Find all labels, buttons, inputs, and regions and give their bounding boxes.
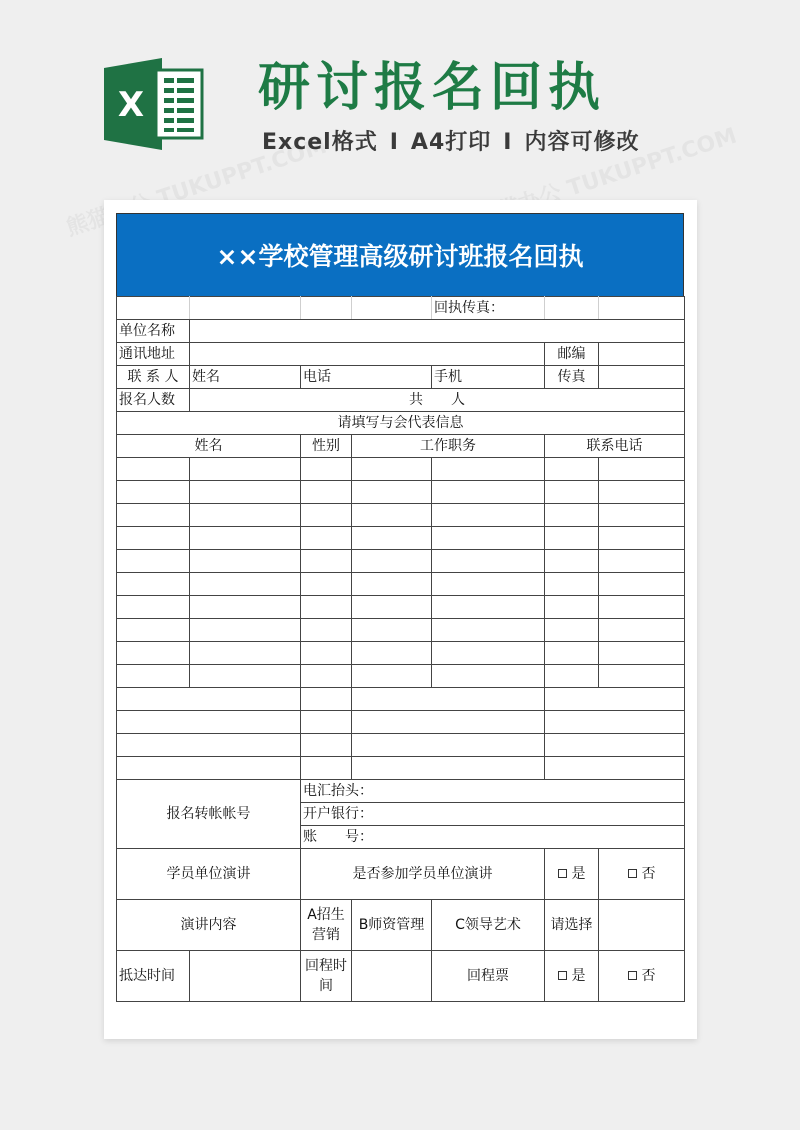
rep-cell[interactable] (117, 688, 301, 711)
rep-cell[interactable] (301, 573, 352, 596)
rep-rows-merged (117, 688, 685, 780)
rep-header-row (117, 435, 685, 458)
rep-cell[interactable] (432, 642, 545, 665)
rep-cell[interactable] (352, 458, 432, 481)
rep-cell[interactable] (190, 550, 301, 573)
contact-row (117, 366, 685, 389)
rep-info-heading-row (117, 412, 685, 435)
rep-cell[interactable] (301, 550, 352, 573)
rep-cell[interactable] (190, 458, 301, 481)
topic-option-c[interactable]: C领导艺术 (432, 900, 545, 951)
contact-label: 联 系 人 (117, 366, 190, 389)
rep-row (117, 688, 685, 711)
rep-cell[interactable] (301, 734, 352, 757)
rep-row (117, 573, 685, 596)
bank-label: 报名转帐帐号 (117, 780, 301, 849)
topic-label: 演讲内容 (117, 900, 301, 951)
rep-cell[interactable] (190, 573, 301, 596)
rep-cell[interactable] (301, 619, 352, 642)
rep-cell[interactable] (190, 481, 301, 504)
spreadsheet (116, 213, 684, 1026)
rep-cell[interactable] (352, 642, 432, 665)
attendees-row (117, 389, 685, 412)
rep-cell[interactable] (599, 458, 685, 481)
rep-row (117, 481, 685, 504)
rep-rows-split (117, 458, 685, 688)
rep-info-heading: 请填写与会代表信息 (117, 412, 685, 435)
rep-cell[interactable] (545, 573, 599, 596)
rep-row (117, 711, 685, 734)
rep-cell[interactable] (545, 619, 599, 642)
rep-cell[interactable] (352, 527, 432, 550)
rep-cell[interactable] (432, 596, 545, 619)
rep-cell[interactable] (352, 573, 432, 596)
rep-cell[interactable] (190, 504, 301, 527)
topic-select-input[interactable] (599, 900, 685, 951)
cell[interactable] (352, 297, 432, 320)
column-header-gender: 性别 (301, 435, 352, 458)
rep-cell[interactable] (117, 481, 190, 504)
rep-cell[interactable] (545, 734, 685, 757)
rep-cell[interactable] (352, 734, 545, 757)
promo-header (0, 0, 800, 190)
rep-row (117, 596, 685, 619)
return-ticket-label: 回程票 (432, 951, 545, 1002)
rep-cell[interactable] (545, 527, 599, 550)
rep-cell[interactable] (117, 642, 190, 665)
rep-cell[interactable] (545, 757, 685, 780)
subtitle-format: Excel格式 (262, 130, 378, 155)
rep-row (117, 527, 685, 550)
bank-payee-field[interactable]: 电汇抬头： (301, 780, 685, 803)
rep-cell[interactable] (545, 481, 599, 504)
rep-cell[interactable] (117, 504, 190, 527)
rep-cell[interactable] (352, 504, 432, 527)
rep-cell[interactable] (352, 688, 545, 711)
checkbox-icon[interactable] (558, 869, 567, 878)
speech-row (117, 849, 685, 900)
rep-cell[interactable] (432, 665, 545, 688)
rep-cell[interactable] (117, 757, 301, 780)
excel-logo-icon (104, 58, 204, 150)
rep-cell[interactable] (301, 711, 352, 734)
sheet-title: ××学校管理高级研讨班报名回执 (116, 213, 684, 297)
rep-cell[interactable] (599, 596, 685, 619)
subtitle-editable: 内容可修改 (524, 130, 640, 155)
topic-option-a[interactable]: A招生营销 (301, 900, 352, 951)
rep-cell[interactable] (190, 665, 301, 688)
rep-row (117, 550, 685, 573)
page-title: 研讨报名回执 (258, 58, 607, 118)
rep-cell[interactable] (545, 458, 599, 481)
cell[interactable] (190, 297, 301, 320)
fax-value[interactable] (545, 297, 599, 320)
rep-cell[interactable] (117, 550, 190, 573)
unit-name-input[interactable] (190, 320, 685, 343)
rep-cell[interactable] (117, 596, 190, 619)
postcode-label: 邮编 (545, 343, 599, 366)
rep-cell[interactable] (190, 642, 301, 665)
cell[interactable] (301, 297, 352, 320)
subtitle-print: A4打印 (410, 130, 492, 155)
topic-row (117, 900, 685, 951)
bank-name-field[interactable]: 开户银行： (301, 803, 685, 826)
rep-cell[interactable] (599, 550, 685, 573)
speech-no-option[interactable]: 否 (599, 849, 685, 900)
rep-cell[interactable] (599, 527, 685, 550)
travel-row (117, 951, 685, 1002)
rep-row (117, 642, 685, 665)
rep-cell[interactable] (545, 688, 685, 711)
rep-cell[interactable] (599, 481, 685, 504)
rep-row (117, 458, 685, 481)
cell[interactable] (599, 297, 685, 320)
rep-row (117, 757, 685, 780)
rep-cell[interactable] (117, 458, 190, 481)
attendees-label: 报名人数 (117, 389, 190, 412)
arrival-label: 抵达时间 (117, 951, 190, 1002)
column-header-position: 工作职务 (352, 435, 545, 458)
rep-cell[interactable] (432, 573, 545, 596)
speech-yes-option[interactable]: 是 (545, 849, 599, 900)
rep-cell[interactable] (352, 711, 545, 734)
rep-cell[interactable] (432, 550, 545, 573)
rep-cell[interactable] (545, 665, 599, 688)
fax-label: 回执传真： (432, 297, 545, 320)
checkbox-icon[interactable] (628, 869, 637, 878)
return-ticket-yes-option[interactable]: 是 (545, 951, 599, 1002)
rep-cell[interactable] (190, 596, 301, 619)
bank-account-field[interactable]: 账 号： (301, 826, 685, 849)
rep-row (117, 619, 685, 642)
rep-cell[interactable] (117, 734, 301, 757)
postcode-input[interactable] (599, 343, 685, 366)
rep-cell[interactable] (599, 665, 685, 688)
unit-name-row (117, 320, 685, 343)
checkbox-icon[interactable] (628, 971, 637, 980)
rep-cell[interactable] (432, 527, 545, 550)
contact-mobile-field[interactable]: 手机 (432, 366, 545, 389)
rep-cell[interactable] (301, 504, 352, 527)
svg-text:X: X (117, 85, 145, 125)
rep-cell[interactable] (117, 573, 190, 596)
registration-table (116, 296, 685, 1002)
column-header-name: 姓名 (117, 435, 301, 458)
rep-row (117, 665, 685, 688)
rep-cell[interactable] (352, 550, 432, 573)
rep-cell[interactable] (352, 619, 432, 642)
rep-cell[interactable] (190, 527, 301, 550)
rep-row (117, 504, 685, 527)
rep-cell[interactable] (545, 596, 599, 619)
rep-cell[interactable] (352, 596, 432, 619)
rep-cell[interactable] (599, 573, 685, 596)
rep-cell[interactable] (545, 550, 599, 573)
rep-cell[interactable] (545, 504, 599, 527)
rep-cell[interactable] (352, 757, 545, 780)
rep-cell[interactable] (545, 642, 599, 665)
rep-cell[interactable] (301, 642, 352, 665)
rep-cell[interactable] (432, 481, 545, 504)
speech-label: 学员单位演讲 (117, 849, 301, 900)
rep-cell[interactable] (301, 596, 352, 619)
rep-cell[interactable] (599, 504, 685, 527)
rep-cell[interactable] (301, 757, 352, 780)
rep-cell[interactable] (432, 504, 545, 527)
rep-cell[interactable] (301, 527, 352, 550)
rep-cell[interactable] (117, 665, 190, 688)
rep-cell[interactable] (301, 665, 352, 688)
return-ticket-no-option[interactable]: 否 (599, 951, 685, 1002)
speech-question: 是否参加学员单位演讲 (301, 849, 545, 900)
rep-cell[interactable] (117, 527, 190, 550)
rep-cell[interactable] (301, 688, 352, 711)
return-time-label: 回程时间 (301, 951, 352, 1002)
rep-cell[interactable] (352, 481, 432, 504)
rep-cell[interactable] (545, 711, 685, 734)
rep-cell[interactable] (352, 665, 432, 688)
checkbox-icon[interactable] (558, 971, 567, 980)
topic-option-b[interactable]: B师资管理 (352, 900, 432, 951)
rep-cell[interactable] (117, 619, 190, 642)
rep-cell[interactable] (301, 481, 352, 504)
contact-phone-field[interactable]: 电话 (301, 366, 432, 389)
page-subtitle: Excel格式 I A4打印 I 内容可修改 (262, 130, 640, 155)
contact-fax-label: 传真 (545, 366, 599, 389)
rep-cell[interactable] (190, 619, 301, 642)
bank-row (117, 780, 685, 803)
address-label: 通讯地址 (117, 343, 190, 366)
arrival-input[interactable] (190, 951, 301, 1002)
address-input[interactable] (190, 343, 545, 366)
rep-cell[interactable] (117, 711, 301, 734)
attendees-count[interactable]: 共 人 (190, 389, 685, 412)
rep-cell[interactable] (599, 619, 685, 642)
rep-cell[interactable] (599, 642, 685, 665)
rep-cell[interactable] (301, 458, 352, 481)
cell[interactable] (117, 297, 190, 320)
column-header-phone: 联系电话 (545, 435, 685, 458)
rep-row (117, 734, 685, 757)
return-time-input[interactable] (352, 951, 432, 1002)
rep-cell[interactable] (432, 458, 545, 481)
address-row (117, 343, 685, 366)
contact-fax-input[interactable] (599, 366, 685, 389)
fax-row (117, 297, 685, 320)
rep-cell[interactable] (432, 619, 545, 642)
sheet-card (104, 200, 697, 1039)
contact-name-field[interactable]: 姓名 (190, 366, 301, 389)
topic-select-label: 请选择 (545, 900, 599, 951)
unit-name-label: 单位名称 (117, 320, 190, 343)
